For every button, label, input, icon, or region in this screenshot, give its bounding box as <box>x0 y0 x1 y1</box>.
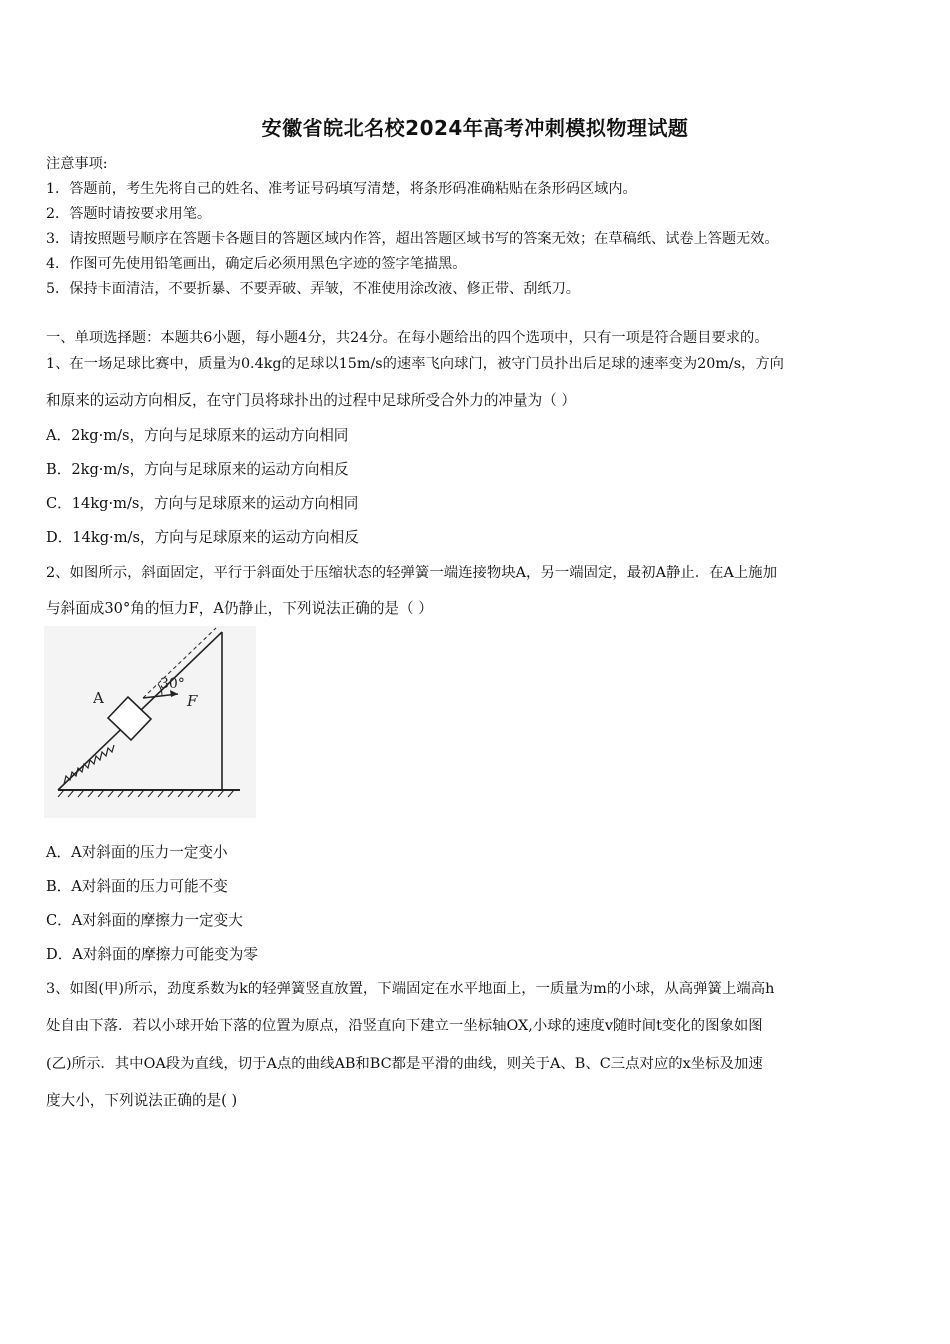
notice-item-3: 3．请按照题号顺序在答题卡各题目的答题区域内作答，超出答题区域书写的答案无效；在草稿纸、试卷上答题无效。 <box>46 231 779 247</box>
angle-label: 30° <box>160 676 185 692</box>
q1-stem-line-1: 1、在一场足球比赛中，质量为0.4kg的足球以15m/s的速率飞向球门，被守门员扑出后足球的速率变为20m/s，方向 <box>46 356 784 372</box>
q1-option-a: A．2kg·m/s，方向与足球原来的运动方向相同 <box>46 427 349 444</box>
q2-stem-line-2: 与斜面成30°角的恒力F，A仍静止，下列说法正确的是（ ） <box>46 600 433 617</box>
section-heading: 一、单项选择题：本题共6小题，每小题4分，共24分。在每小题给出的四个选项中，只有一项是符合题目要求的。 <box>46 330 769 346</box>
q2-option-b: B．A对斜面的压力可能不变 <box>46 878 228 895</box>
q2-option-c: C．A对斜面的摩擦力一定变大 <box>46 912 243 929</box>
q3-stem-line-4: 度大小，下列说法正确的是( ) <box>46 1092 238 1109</box>
force-label: F <box>187 692 198 710</box>
notice-heading: 注意事项: <box>46 156 108 172</box>
q3-stem-line-3: (乙)所示．其中OA段为直线，切于A点的曲线AB和BC都是平滑的曲线，则关于A、B、C三点对应的x坐标及加速 <box>46 1056 763 1072</box>
q3-stem-line-1: 3、如图(甲)所示，劲度系数为k的轻弹簧竖直放置，下端固定在水平地面上，一质量为m的小球，从高弹簧上端高h <box>46 981 775 997</box>
q3-stem-line-2: 处自由下落．若以小球开始下落的位置为原点，沿竖直向下建立一坐标轴OX,小球的速度v随时间t变化的图象如图 <box>46 1018 763 1034</box>
q1-option-c: C．14kg·m/s，方向与足球原来的运动方向相同 <box>46 495 359 512</box>
block-label: A <box>93 689 104 707</box>
page-title: 安徽省皖北名校2024年高考冲刺模拟物理试题 <box>261 116 689 140</box>
q2-option-a: A．A对斜面的压力一定变小 <box>46 844 228 861</box>
q2-stem-line-1: 2、如图所示，斜面固定，平行于斜面处于压缩状态的轻弹簧一端连接物块A，另一端固定，最初A静止．在A上施加 <box>46 565 778 581</box>
notice-item-4: 4．作图可先使用铅笔画出，确定后必须用黑色字迹的签字笔描黑。 <box>46 256 467 272</box>
incline-spring-figure <box>44 626 256 818</box>
q2-option-d: D．A对斜面的摩擦力可能变为零 <box>46 946 258 963</box>
q1-option-d: D．14kg·m/s，方向与足球原来的运动方向相反 <box>46 529 359 546</box>
notice-item-1: 1．答题前，考生先将自己的姓名、准考证号码填写清楚，将条形码准确粘贴在条形码区域内。 <box>46 181 637 197</box>
q1-stem-line-2: 和原来的运动方向相反，在守门员将球扑出的过程中足球所受合外力的冲量为（ ） <box>46 392 577 409</box>
q1-option-b: B．2kg·m/s，方向与足球原来的运动方向相反 <box>46 461 349 478</box>
notice-item-5: 5．保持卡面清洁，不要折暴、不要弄破、弄皱，不准使用涂改液、修正带、刮纸刀。 <box>46 281 580 297</box>
notice-item-2: 2．答题时请按要求用笔。 <box>46 206 212 222</box>
